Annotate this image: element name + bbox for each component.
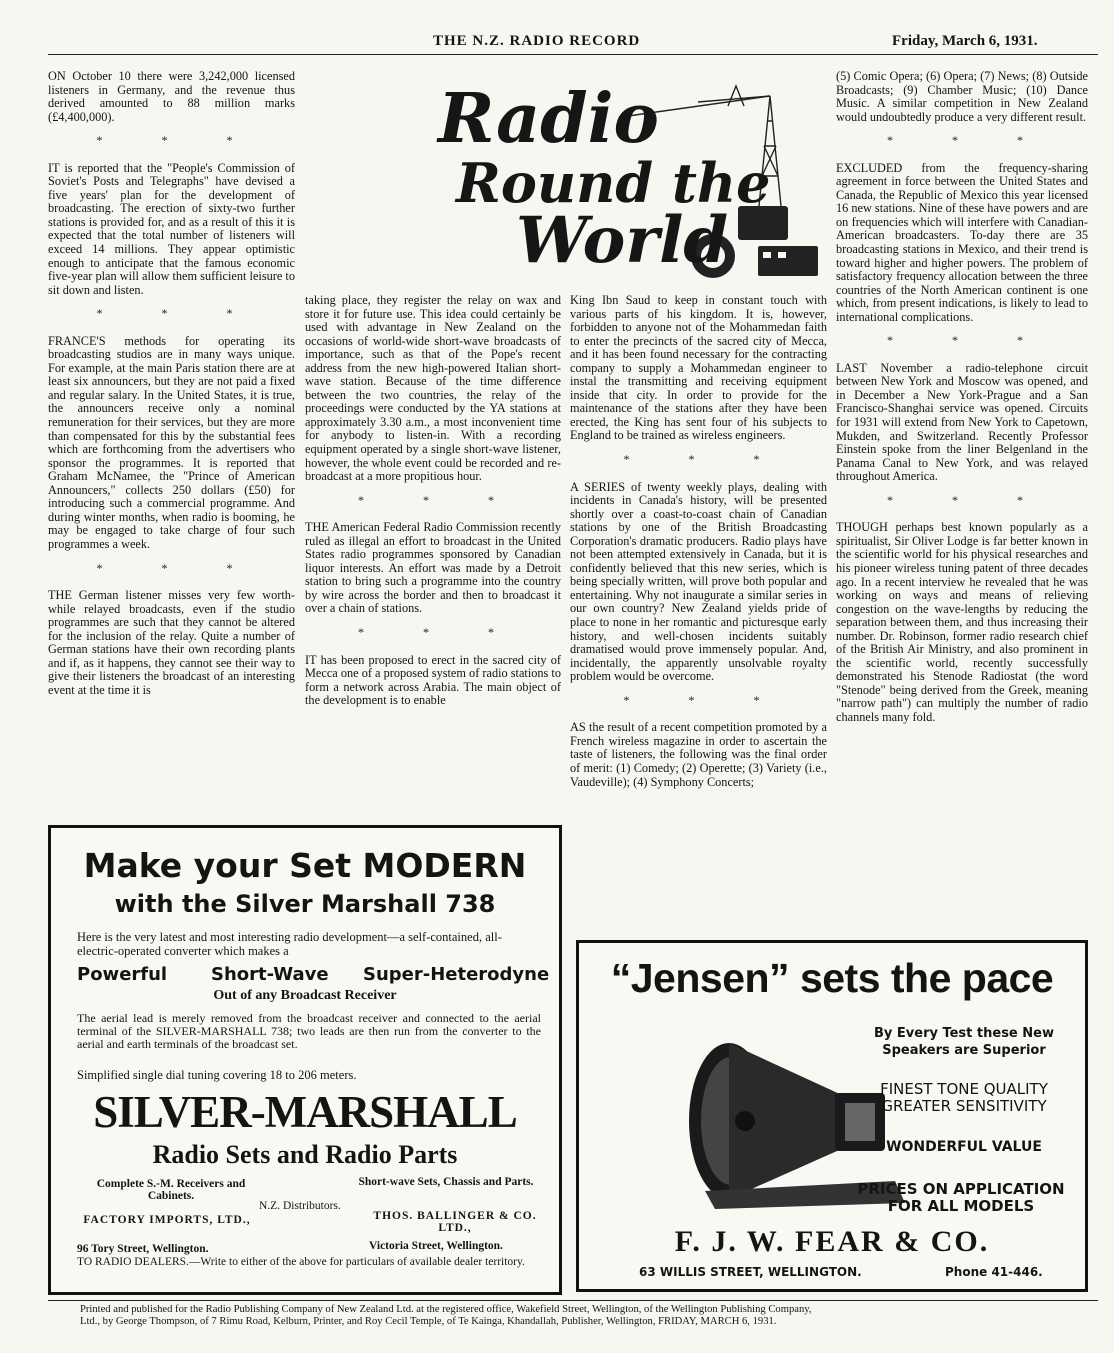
ad-jensen-prices: PRICES ON APPLICATION: [857, 1180, 1065, 1198]
article-german-recording: THE German listener misses very few worth-while relayed broadcasts, even if the studio programmes are such that they cannot be altered for the inclusion of the relay. Quite a number of German stations have their own recording plants and if, as it happens, they cannot see their way to give their listeners the broadcast of an interesting event at the time it is: [48, 588, 295, 697]
radio-tower-illustration: [398, 66, 828, 290]
ad-distributors: N.Z. Distributors.: [259, 1200, 341, 1212]
separator-stars: * * *: [358, 625, 522, 640]
separator-stars: * * *: [96, 306, 261, 321]
ad-jensen-test-line1: By Every Test these New: [873, 1026, 1054, 1041]
feature-title-line1: Radio: [438, 79, 659, 159]
ad-tory-street: 96 Tory Street, Wellington.: [77, 1243, 209, 1255]
separator-stars: * * *: [623, 452, 788, 467]
ad-jensen-headline: “Jensen” sets the pace: [610, 955, 1054, 1001]
ad-out-of-any: Out of any Broadcast Receiver: [213, 988, 397, 1003]
article-mexico-stations: EXCLUDED from the frequency-sharing agreement in force between the United States and Canada, the Republic of Mexico this year licensed 16 new stations. Nine of these have powers and are on frequencies which will interfere with Canadian-American broadcasters. To-day there are 35 broadcasting stations in Mexico, and their trend is toward higher and higher powers. The problem of satisfactory frequency allocation between the three countries of the North American continent is one which, from present indications, is likely to lead to international complications.: [836, 160, 1089, 324]
ad-headline-modern: Make your Set MODERN: [83, 846, 527, 885]
ad-factory-imports: FACTORY IMPORTS, LTD.,: [83, 1214, 251, 1226]
article-oliver-lodge: THOUGH perhaps best known popularly as a spiritualist, Sir Oliver Lodge is far better known in the scientific world for his physical researches and his pioneer wireless tuning patent of three decades ago. In a recent interview he revealed that he was working on ways and means of relieving congestion on the wave-lengths by reducing the separation between them, and thus increasing their number. Dr. Robinson, former radio research chief of the British Air Ministry, and also prominent in the scientific world, recently successfully demonstrated his Stenode Radiostat (the word "Stenode" being derived from the Greek, meaning "narrow path") can multiply the number of radio channels many fold.: [836, 520, 1088, 724]
article-france-announcers: FRANCE'S methods for operating its broadcasting studios are in many ways unique. For example, at the main Paris station there are at least six announcers, but they are not paid a fixed and regular salary. In the United States, it is true, the announcers receive only a nominal remuneration for their services, but they are more than compensated for this by the substantial fees which are forthcoming from the advertisers who sponsor the programmes. It is reported that Graham McNamee, the "Prince of American Announcers," collects 250 dollars (£50) for introducing such a commercial programme. And during winter months, when radio is booming, he may be engaged to take charge of four such programmes a week.: [48, 333, 295, 551]
article-mecca-continued: King Ibn Saud to keep in constant touch with various parts of his kingdom. It is, however, forbidden to anyone not of the Mohammedan faith to enter the precincts of the sacred city of Mecca, and it has been found necessary for the contracting company to supply a Mohammedan engineer to instal the transmitting and receiving equipment inside that city. In order to provide for the maintenance of the stations after they have been erected, the King has sent four of his subjects to England to be trained as wireless engineers.: [570, 293, 827, 443]
imprint-line2: Ltd., by George Thompson, of 7 Rimu Road, Kelburn, Printer, and Roy Cecil Temple, of Te Kainga, Khandallah, Publisher, Wellington, FRIDAY, MARCH 6, 1931.: [80, 1316, 777, 1327]
ad-receivers: Complete S.-M. Receivers and Cabinets.: [96, 1178, 246, 1202]
ad-jensen-models: FOR ALL MODELS: [887, 1197, 1035, 1215]
separator-stars: * * *: [96, 133, 261, 148]
ad-jensen-value: WONDERFUL VALUE: [886, 1139, 1042, 1155]
ad-jensen-company: F. J. W. FEAR & CO.: [674, 1225, 990, 1258]
article-germany-listeners: ON October 10 there were 3,242,000 licensed listeners in Germany, and the revenue thus derived amounted to 88 million marks (£4,400,000).: [48, 69, 295, 124]
ad-headline-model: with the Silver Marshall 738: [114, 890, 496, 918]
separator-stars: * * *: [358, 492, 522, 507]
ad-jensen-test-line2: Speakers are Superior: [882, 1043, 1046, 1058]
article-recording-continued: taking place, they register the relay on wax and store it for future use. This idea could certainly be used with advantage in New Zealand on the occasions of world-wide short-wave broadcasts of importance, such as that of the Pope's recent address from the new high-powered Italian short-wave station. Because of the time difference between the two countries, the relay of the proceedings were conducted by the YA stations at approximately 3.30 a.m., a most inconvenient time for anybody to listen-in. With a recording equipment operated by a single short-wave listener, however, the whole event could be recorded and re-broadcast at a more propitious hour.: [305, 293, 561, 484]
advertisement-silver-marshall: [48, 825, 562, 1295]
imprint-line1: Printed and published for the Radio Publishing Company of New Zealand Ltd. at the registered office, Wakefield Street, Wellington, of the Wellington Publishing Company,: [80, 1304, 812, 1315]
column-1: [48, 70, 295, 700]
separator-stars: * * *: [96, 560, 261, 575]
feature-title-line2: Round the: [456, 151, 771, 215]
column-4: [836, 70, 1088, 728]
ad-sub-brand: Radio Sets and Radio Parts: [152, 1140, 458, 1169]
ad-sets-parts: Short-wave Sets, Chassis and Parts.: [358, 1176, 534, 1188]
feature-title-line3: World: [516, 203, 729, 278]
ad-victoria-street: Victoria Street, Wellington.: [369, 1240, 503, 1252]
ad-jensen-phone: Phone 41-446.: [945, 1265, 1043, 1279]
column-2: [305, 294, 561, 711]
separator-stars: * * *: [887, 492, 1051, 507]
ad-dealers: TO RADIO DEALERS.—Write to either of the above for particulars of available dealer territory.: [77, 1256, 525, 1268]
article-american-commission: THE American Federal Radio Commission recently ruled as illegal an effort to broadcast in the United States radio programmes sponsored by Canadian liquor interests. An effort was made by a Detroit station to bring such a programme into the country by wire across the border and then to broadcast it over a chain of stations.: [305, 520, 561, 616]
article-canada-plays: A SERIES of twenty weekly plays, dealing with incidents in Canada's history, will be presented shortly over a coast-to-coast chain of Canadian stations by one of the British Broadcasting Corporation's dramatic producers. Radio plays have not been attempted extensively in Canada, but it is confidently believed that this new series, which is being specially written, will prove both popular and entertaining. Why not inaugurate a similar series in our own country? New Zealand yields pride of place to none in her romantic and picturesque early history, and well-chosen incidents suitably dramatised would prove immensely popular. And, incidentally, the apparently unsolvable royalty problem would be overcome.: [570, 479, 827, 684]
ad-jensen-address: 63 WILLIS STREET, WELLINGTON.: [639, 1265, 862, 1279]
header-rule: [48, 54, 1098, 55]
ad-jensen-greater: GREATER SENSITIVITY: [881, 1097, 1047, 1115]
ad-short-wave: Short-Wave: [211, 964, 329, 985]
ad-super-heterodyne: Super-Heterodyne: [363, 964, 550, 985]
article-french-competition: AS the result of a recent competition promoted by a French wireless magazine in order to ascertain the taste of listeners, the following was the final order of merit: (1) Comedy; (2) Operette; (3) Variety (i.e., Vaudeville); (4) Symphony Concerts;: [570, 720, 827, 789]
article-competition-continued: (5) Comic Opera; (6) Opera; (7) News; (8) Outside Broadcasts; (9) Chamber Music; (10) Dance Music. A similar competition in New Zealand would undoubtedly produce a very different result.: [836, 69, 1088, 124]
article-mecca-stations: IT has been proposed to erect in the sacred city of Mecca one of a proposed system of radio stations to form a network across Arabia. The main object of the development is to enable: [305, 652, 561, 708]
ad-brand: SILVER-MARSHALL: [93, 1087, 517, 1137]
column-3: [570, 294, 827, 792]
ad-tuning: Simplified single dial tuning covering 18 to 206 meters.: [77, 1068, 357, 1082]
ad-body: The aerial lead is merely removed from the broadcast receiver and connected to the aerial terminal of the SILVER-MARSHALL 738; two leads are then run from the converter to the aerial and earth terminals of the broadcast set.: [77, 1011, 541, 1051]
advertisement-jensen: [576, 940, 1088, 1292]
article-radio-telephone: LAST November a radio-telephone circuit between New York and Moscow was opened, and in December a New York-Prague and a San Francisco-Shanghai service was opened. Circuits for 1931 will extend from New York to Capetown, Mukden, and Switzerland. Recently Professor Einstein spoke from the liner Belgenland in the Panama Canal to New York, and was relayed throughout America.: [836, 360, 1088, 484]
ad-ballinger: THOS. BALLINGER & CO. LTD.,: [373, 1210, 537, 1234]
separator-stars: * * *: [887, 133, 1051, 148]
article-soviet-plan: IT is reported that the "People's Commission of Soviet's Posts and Telegraphs" have devised a five years' plan for the development of broadcasting. The erection of sixty-two further stations is provided for, and as a result of this it is expected that the total number of listeners will exceed 14 millions. They appear optimistic enough to anticipate that the famous economic five-year plan will allow them sufficient leisure to sit down and listen.: [48, 160, 295, 297]
masthead: THE N.Z. RADIO RECORD: [433, 33, 641, 49]
separator-stars: * * *: [887, 333, 1051, 348]
separator-stars: * * *: [623, 692, 788, 707]
feature-title-art: [398, 66, 828, 290]
ad-jensen-finest: FINEST TONE QUALITY: [880, 1080, 1048, 1098]
ad-intro: Here is the very latest and most interesting radio development—a self-contained, all-electric-operated converter which makes a: [77, 930, 502, 958]
footer-rule: [48, 1300, 1098, 1301]
ad-powerful: Powerful: [77, 964, 168, 985]
issue-date: Friday, March 6, 1931.: [892, 33, 1038, 49]
